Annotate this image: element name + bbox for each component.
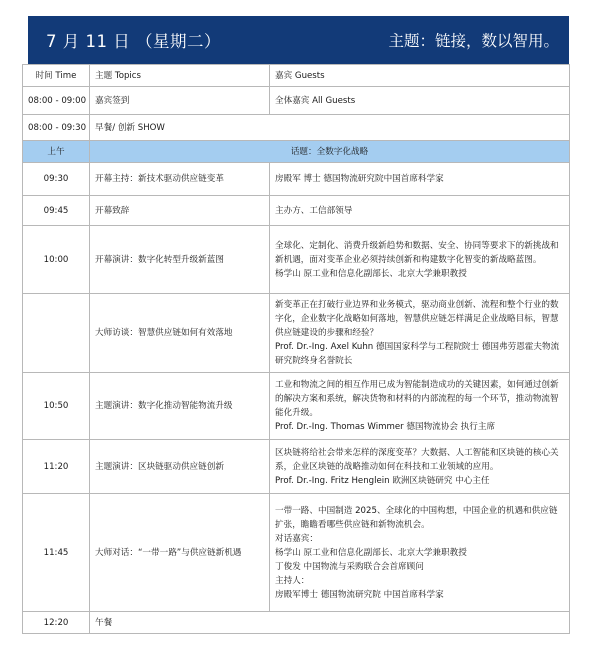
row-time: 09:45 xyxy=(23,196,90,226)
row-time: 10:00 xyxy=(23,226,90,294)
schedule-table xyxy=(22,64,570,634)
session-description: 区块链将给社会带来怎样的深度变革？大数据、人工智能和区块链的核心关系，企业区块链的战略推动如何在科技和工业领域的应用。 xyxy=(275,447,559,472)
row-guest: 房殿军 博士 德国物流研究院中国首席科学家 xyxy=(270,163,570,196)
session-description: 一带一路、中国制造 2025、全球化的中国构想，中国企业的机遇和供应链扩张，瞻瞻看哪些供应链和新物流机会。 xyxy=(275,505,558,530)
section-label: 上午 xyxy=(23,141,90,163)
table-row xyxy=(23,87,570,115)
row-detail xyxy=(270,226,570,294)
row-topic: 主题演讲：数字化推动智能物流升级 xyxy=(90,373,270,440)
dialog-guest: 丁俊发 中国物流与采购联合会首席顾问 xyxy=(275,561,424,572)
speaker: Prof. Dr.-Ing. Axel Kuhn 德国国家科学与工程院院士 德国弗劳恩霍夫物流研究院终身名誉院长 xyxy=(275,342,560,366)
row-time: 11:45 xyxy=(23,494,90,612)
row-time: 12:20 xyxy=(23,612,90,634)
row-detail xyxy=(270,494,570,612)
row-time xyxy=(23,294,90,373)
row-topic: 开幕演讲：数字化转型升级新蓝图 xyxy=(90,226,270,294)
row-detail xyxy=(270,294,570,373)
table-row xyxy=(23,294,570,373)
host: 房殿军博士 德国物流研究院 中国首席科学家 xyxy=(275,589,444,600)
row-topic: 大师对话：“一带一路”与供应链新机遇 xyxy=(90,494,270,612)
row-detail xyxy=(270,440,570,494)
speaker: Prof. Dr.-Ing. Fritz Henglein 欧洲区块链研究 中心主任 xyxy=(275,475,490,486)
row-topic: 主题演讲：区块链驱动供应链创新 xyxy=(90,440,270,494)
day-banner xyxy=(28,16,569,64)
session-description: 工业和物流之间的相互作用已成为智能制造成功的关键因素，如何通过创新的解决方案和系统，解决货物和材料的内部流程的每一个环节，推动物流智能化升级。 xyxy=(275,380,559,418)
row-time: 08:00 - 09:00 xyxy=(23,87,90,115)
header-guests: 嘉宾 Guests xyxy=(270,65,570,87)
row-topic: 开幕致辞 xyxy=(90,196,270,226)
banner-date: 7 月 11 日 （星期二） xyxy=(46,32,221,51)
row-topic: 大师访谈：智慧供应链如何有效落地 xyxy=(90,294,270,373)
table-row xyxy=(23,612,570,634)
table-row xyxy=(23,226,570,294)
row-topic: 开幕主持：新技术驱动供应链变革 xyxy=(90,163,270,196)
row-time: 08:00 - 09:30 xyxy=(23,115,90,141)
dialog-label: 对话嘉宾： xyxy=(275,533,318,544)
section-topic: 话题：全数字化战略 xyxy=(90,141,570,163)
table-header-row xyxy=(23,65,570,87)
header-time: 时间 Time xyxy=(23,65,90,87)
table-row xyxy=(23,115,570,141)
table-row xyxy=(23,373,570,440)
row-time: 09:30 xyxy=(23,163,90,196)
speaker: Prof. Dr.-Ing. Thomas Wimmer 德国物流协会 执行主席 xyxy=(275,422,496,432)
row-detail xyxy=(270,373,570,440)
row-time: 10:50 xyxy=(23,373,90,440)
table-row xyxy=(23,196,570,226)
header-topics: 主题 Topics xyxy=(90,65,270,87)
table-row xyxy=(23,494,570,612)
banner-theme: 主题：链接，数以智用。 xyxy=(388,32,559,50)
row-topic: 嘉宾签到 xyxy=(90,87,270,115)
row-guest: 主办方、工信部领导 xyxy=(270,196,570,226)
row-time: 11:20 xyxy=(23,440,90,494)
table-row xyxy=(23,440,570,494)
dialog-guest: 杨学山 原工业和信息化副部长、北京大学兼职教授 xyxy=(275,547,467,558)
speaker: 杨学山 原工业和信息化副部长、北京大学兼职教授 xyxy=(275,268,467,279)
section-row xyxy=(23,141,570,163)
row-topic: 午餐 xyxy=(90,612,570,634)
row-topic: 早餐/ 创新 SHOW xyxy=(90,115,570,141)
row-guest: 全体嘉宾 All Guests xyxy=(270,87,570,115)
session-description: 全球化、定制化、消费升级新趋势和数据、安全、协同等要求下的新挑战和新机遇，面对变革企业必须持续创新和构建数字化智变的新战略蓝图。 xyxy=(275,240,559,265)
host-label: 主持人： xyxy=(275,575,310,586)
session-description: 新变革正在打破行业边界和业务模式，驱动商业创新、流程和整个行业的数字化，企业数字化战略如何落地，智慧供应链怎样满足企业战略目标，智慧供应链建设的步骤和经验？ xyxy=(275,300,559,338)
table-row xyxy=(23,163,570,196)
